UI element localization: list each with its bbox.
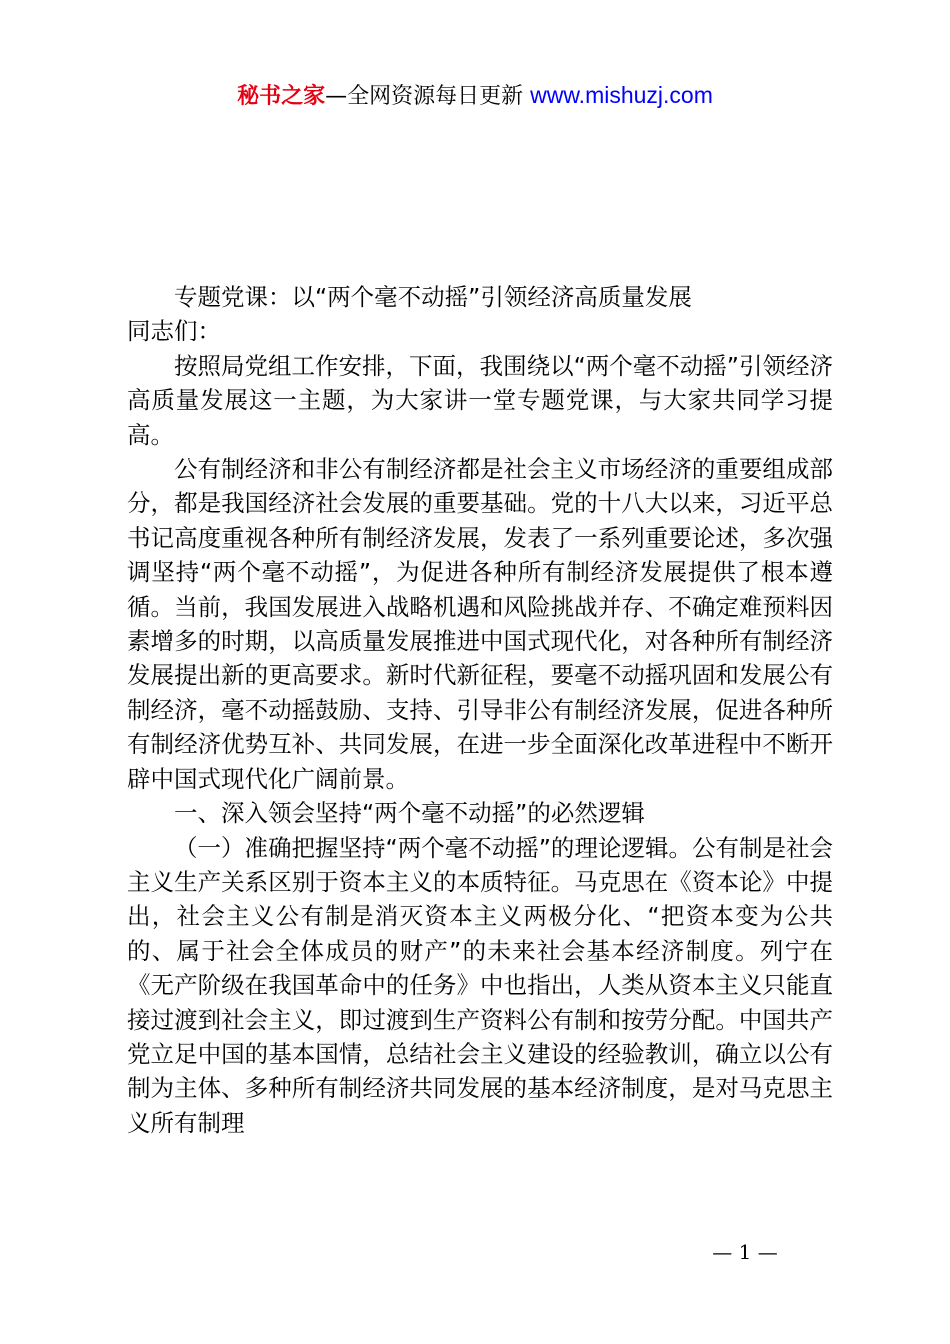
site-banner [0, 80, 950, 112]
document-title: 专题党课：以“两个毫不动摇”引领经济高质量发展 [174, 283, 692, 311]
paragraph-background: 公有制经济和非公有制经济都是社会主义市场经济的重要组成部分，都是我国经济社会发展的重要基础。党的十八大以来，习近平总书记高度重视各种所有制经济发展，发表了一系列重要论述，多次强调坚持“两个毫不动摇”，为促进各种所有制经济发展提供了根本遵循。当前，我国发展进入战略机遇和风险挑战并存、不确定难预料因素增多的时期，以高质量发展推进中国式现代化，对各种所有制经济发展提出新的更高要求。新时代新征程，要毫不动摇巩固和发展公有制经济，毫不动摇鼓励、支持、引导非公有制经济发展，促进各种所有制经济优势互补、共同发展，在进一步全面深化改革进程中不断开辟中国式现代化广阔前景。 [127, 455, 833, 793]
site-brand: 秘书之家 [237, 84, 326, 109]
subsection-paragraph: （一）准确把握坚持“两个毫不动摇”的理论逻辑。公有制是社会主义生产关系区别于资本主义的本质特征。马克思在《资本论》中提出，社会主义公有制是消灭资本主义两极分化、“把资本变为公共的、属于社会全体成员的财产”的未来社会基本经济制度。列宁在《无产阶级在我国革命中的任务》中也指出，人类从资本主义只能直接过渡到社会主义，即过渡到生产资料公有制和按劳分配。中国共产党立足中国的基本国情，总结社会主义建设的经验教训，确立以公有制为主体、多种所有制经济共同发展的基本经济制度，是对马克思主义所有制理 [127, 833, 833, 1137]
section-heading: 一、深入领会坚持“两个毫不动摇”的必然逻辑 [174, 799, 645, 828]
site-tagline: —全网资源每日更新 [325, 84, 531, 109]
page-number: — 1 — [712, 1240, 778, 1264]
paragraph-intro: 按照局党组工作安排，下面，我围绕以“两个毫不动摇”引领经济高质量发展这一主题，为大家讲一堂专题党课，与大家共同学习提高。 [127, 351, 833, 449]
salutation: 同志们： [127, 317, 221, 346]
document-body [127, 280, 833, 1140]
site-url-link[interactable]: www.mishuzj.com [530, 82, 713, 108]
